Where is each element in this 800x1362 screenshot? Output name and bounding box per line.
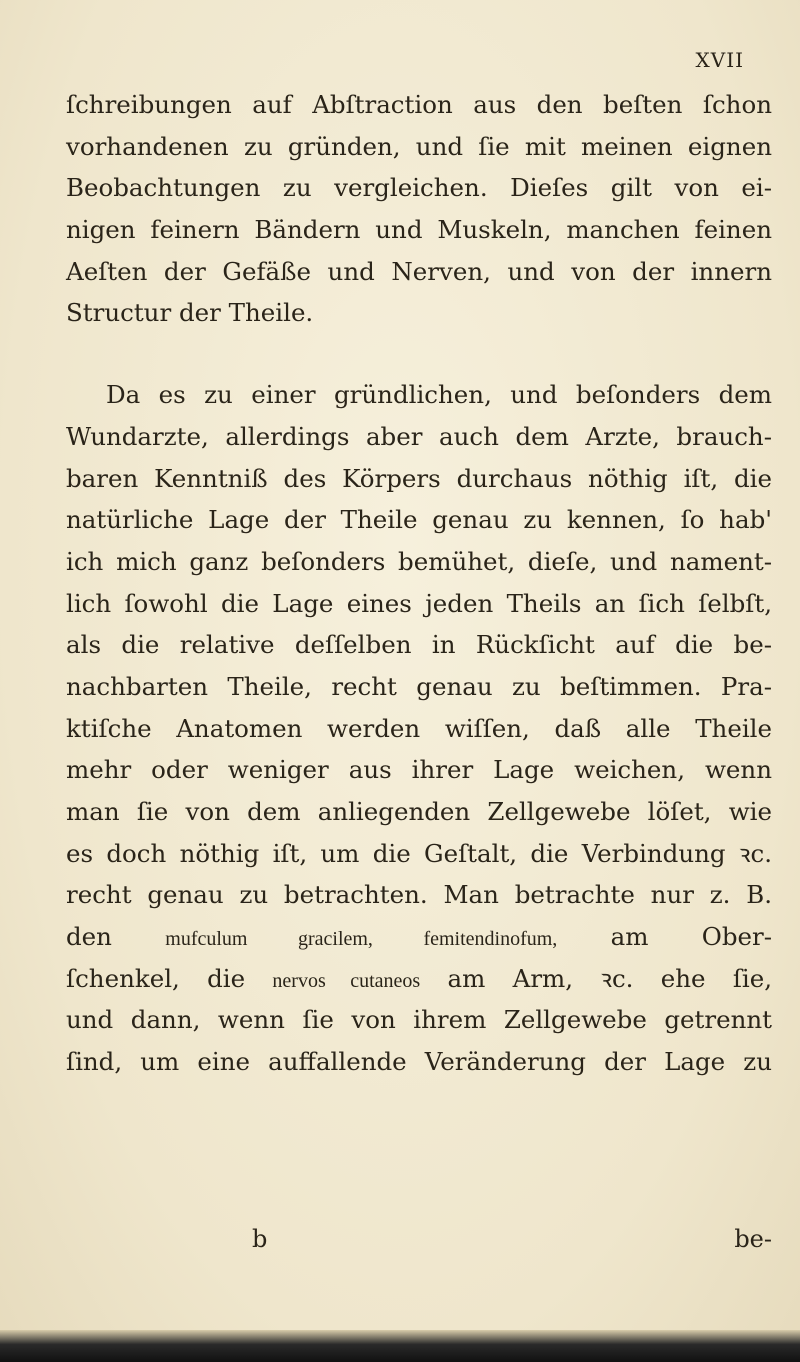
text-line: man ſie von dem anliegenden Zellgewebe löſet, wie [66,797,772,826]
text-line: und dann, wenn ſie von ihrem Zellgewebe getrennt [66,1005,772,1035]
text-line: vorhandenen zu gründen, und ſie mit meinen eignen [66,131,772,161]
text-line [66,958,772,1000]
text-line: Aeſten der Gefäße und Nerven, und von der innern [66,256,772,286]
text-fragment: am Ober- [610,922,772,952]
text-line: Beobachtungen zu vergleichen. Dieſes gilt von ei- [66,173,772,203]
page-number: XVII [695,48,744,72]
signature-mark: b [252,1225,268,1253]
text-line: ich mich ganz beſonders bemühet, dieſe, und nament- [66,546,772,576]
page-footer [66,1225,772,1265]
text-line: ſchreibungen auf Abſtraction aus den beſten ſchon [66,90,772,119]
body-text [66,84,772,1083]
text-line: lich ſowohl die Lage eines jeden Theils an ſich ſelbſt, [66,588,772,618]
latin-term: mufculum gracilem, femitendinofum, [165,928,558,951]
text-line: Wundarzte, allerdings aber auch dem Arzte, brauch- [66,421,772,451]
text-line: Structur der Theile. [66,298,314,328]
text-line: nachbarten Theile, recht genau zu beſtimmen. Pra- [66,671,772,701]
text-line: baren Kenntniß des Körpers durchaus nöthig iſt, die [66,463,772,493]
text-line: mehr oder weniger aus ihrer Lage weichen, wenn [66,755,772,785]
text-line: ſind, um eine auffallende Veränderung der Lage zu [66,1047,772,1077]
text-line: als die relative deſſelben in Rückſicht auf die be- [66,630,772,660]
text-fragment: am Arm, ꝛc. ehe ſie, [447,963,773,993]
text-line: Da es zu einer gründlichen, und beſonders dem [106,380,772,410]
text-line: ktiſche Anatomen werden wiſſen, daß alle Theile [66,713,772,743]
text-line [66,916,772,958]
text-fragment: ſchenkel, die [66,963,246,993]
scan-edge [0,1330,800,1362]
catchword: be- [734,1225,772,1253]
text-line: recht genau zu betrachten. Man betrachte nur z. B. [66,880,772,910]
text-line: nigen feinern Bändern und Muskeln, manchen feinen [66,215,772,245]
text-line: natürliche Lage der Theile genau zu kennen, ſo hab' [66,505,772,535]
text-line: es doch nöthig iſt, um die Geſtalt, die Verbindung ꝛc. [66,838,772,868]
paragraph-gap [66,334,772,374]
latin-term: nervos cutaneos [272,969,421,992]
text-fragment: den [66,922,112,952]
